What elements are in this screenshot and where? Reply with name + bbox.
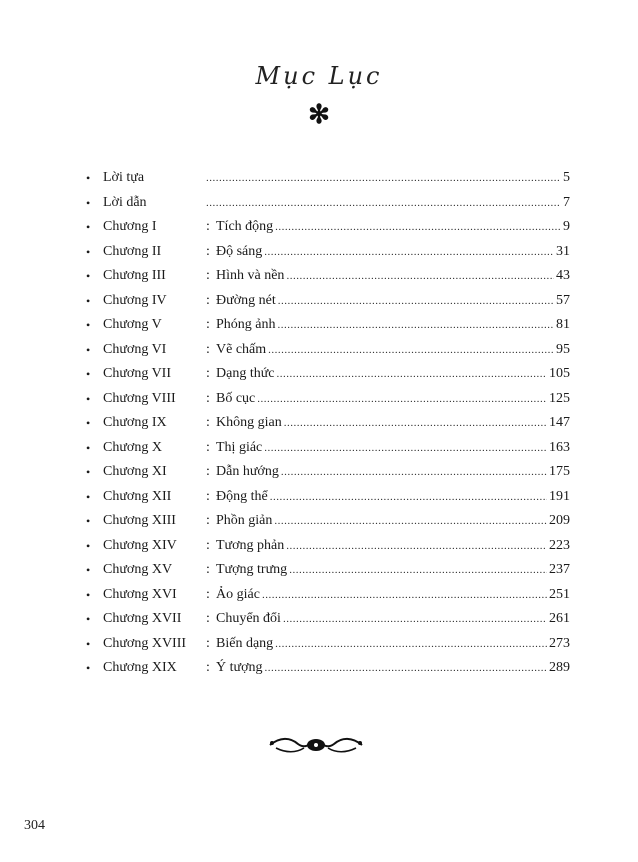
toc-entry-label: Chương XVIII	[103, 635, 187, 651]
toc-entry	[86, 534, 570, 559]
toc-entry	[86, 191, 570, 216]
toc-colon: :	[206, 586, 210, 602]
toc-page-number: 191	[549, 488, 570, 504]
dot-leader	[270, 485, 547, 510]
toc-entry-title: Tương phản	[216, 537, 285, 553]
toc-colon: :	[206, 537, 210, 553]
dot-leader	[286, 264, 554, 289]
dot-leader	[262, 583, 547, 608]
toc-page-number: 31	[556, 243, 570, 259]
toc-page-number: 125	[549, 390, 570, 406]
toc-entry	[86, 485, 570, 510]
toc-colon: :	[206, 219, 210, 234]
toc-entry-title: Tích động	[216, 219, 274, 234]
toc-entry	[86, 656, 570, 681]
toc-entry-label: Chương III	[103, 268, 166, 283]
toc-entry	[86, 289, 570, 314]
toc-page-number: 95	[556, 341, 570, 357]
toc-entry-label: Chương XIV	[103, 537, 177, 553]
toc-entry-title: Phồn giản	[216, 513, 273, 528]
toc-entry-title: Biến dạng	[216, 635, 274, 651]
toc-entry-label: Chương XII	[103, 488, 172, 504]
dot-leader	[275, 632, 547, 657]
bullet-icon: •	[86, 342, 91, 357]
toc-entry-label: Chương VII	[103, 366, 172, 381]
bullet-icon: •	[86, 587, 91, 602]
toc-page-number: 175	[549, 464, 570, 479]
toc-page-number: 273	[549, 635, 570, 651]
toc-entry-title: Vẽ chấm	[216, 341, 267, 357]
bullet-icon: •	[86, 489, 91, 504]
dot-leader	[264, 240, 554, 265]
toc-entry-title: Tượng trưng	[216, 562, 288, 577]
toc-entry-title: Hình và nền	[216, 268, 285, 283]
toc-entry	[86, 166, 570, 191]
dot-leader	[265, 656, 548, 681]
toc-colon: :	[206, 488, 210, 504]
bullet-icon: •	[86, 416, 91, 430]
toc-entry-label: Chương XVII	[103, 611, 182, 626]
toc-entry	[86, 387, 570, 412]
toc-colon: :	[206, 513, 210, 528]
toc-colon: :	[206, 415, 210, 430]
bullet-icon: •	[86, 318, 91, 332]
toc-entry-title: Không gian	[216, 415, 282, 430]
bullet-icon: •	[86, 293, 91, 308]
toc-page-number: 105	[549, 366, 570, 381]
toc-entry	[86, 632, 570, 657]
toc-page-number: 7	[563, 194, 570, 210]
toc-entry	[86, 240, 570, 265]
bullet-icon: •	[86, 391, 91, 406]
dot-leader	[289, 558, 547, 583]
bullet-icon: •	[86, 171, 91, 185]
toc-colon: :	[206, 390, 210, 406]
dot-leader	[257, 387, 547, 412]
bullet-icon: •	[86, 538, 91, 553]
toc-entry-label: Chương XIX	[103, 660, 177, 675]
bullet-icon: •	[86, 220, 91, 234]
toc-entry-title: Phóng ảnh	[216, 317, 276, 332]
toc-entry-label: Chương XV	[103, 562, 173, 577]
toc-entry	[86, 607, 570, 632]
toc-page-number: 237	[549, 562, 570, 577]
toc-entry-title: Ý tượng	[216, 660, 263, 675]
toc-colon: :	[206, 317, 210, 332]
toc-entry-title: Động thể	[216, 488, 268, 504]
toc-colon: :	[206, 611, 210, 626]
toc-entry-title: Độ sáng	[216, 243, 263, 259]
toc-entry	[86, 558, 570, 583]
toc-entry-label: Chương V	[103, 317, 162, 332]
toc-colon: :	[206, 268, 210, 283]
bullet-icon: •	[86, 636, 91, 651]
toc-entry-label: Chương XI	[103, 464, 167, 479]
toc-colon: :	[206, 292, 210, 308]
toc-entry-title: Thị giác	[216, 439, 263, 455]
toc-page-number: 261	[549, 611, 570, 626]
toc-colon: :	[206, 439, 210, 455]
bullet-icon: •	[86, 244, 91, 259]
toc-entry	[86, 264, 570, 289]
toc-entry-label: Lời tựa	[103, 170, 145, 185]
toc-entry-label: Chương VIII	[103, 390, 176, 406]
bullet-icon: •	[86, 612, 91, 626]
toc-colon: :	[206, 341, 210, 357]
dot-leader	[283, 607, 547, 632]
page-number: 304	[24, 818, 45, 833]
toc-entry-title: Ảo giác	[216, 586, 260, 602]
toc-page-number: 209	[549, 513, 570, 528]
toc-colon: :	[206, 635, 210, 651]
dot-leader	[284, 411, 547, 436]
dot-leader	[268, 338, 554, 363]
bullet-icon: •	[86, 514, 91, 528]
bullet-icon: •	[86, 440, 91, 455]
toc-entry	[86, 411, 570, 436]
toc-entry	[86, 583, 570, 608]
toc-colon: :	[206, 366, 210, 381]
toc-page-number: 43	[556, 268, 570, 283]
toc-entry-title: Dạng thức	[216, 366, 275, 381]
toc-page-number: 5	[563, 170, 570, 185]
toc-page-number: 163	[549, 439, 570, 455]
dot-leader	[274, 509, 547, 534]
flourish-ornament	[268, 735, 364, 755]
bullet-icon: •	[86, 367, 91, 381]
bullet-icon: •	[86, 195, 91, 210]
toc-entry-title: Bố cục	[216, 390, 256, 406]
dot-leader	[278, 289, 554, 314]
toc-colon: :	[206, 660, 210, 675]
toc-entry	[86, 362, 570, 387]
toc-page-number: 147	[549, 415, 570, 430]
page-title: Mục Lục	[255, 62, 383, 90]
toc-entry-label: Chương VI	[103, 341, 167, 357]
bullet-icon: •	[86, 661, 91, 675]
toc-entry-title: Dẫn hướng	[216, 464, 279, 479]
toc-page-number: 9	[563, 219, 570, 234]
toc-entry-label: Chương X	[103, 439, 162, 455]
toc-page-number: 81	[556, 317, 570, 332]
toc-colon: :	[206, 243, 210, 259]
toc-page-number: 57	[556, 292, 570, 308]
toc-entry-label: Lời dẫn	[103, 194, 147, 210]
toc-entry-label: Chương IX	[103, 415, 167, 430]
dot-leader	[206, 191, 561, 216]
toc-entry	[86, 313, 570, 338]
toc-page-number: 251	[549, 586, 570, 602]
dot-leader	[281, 460, 547, 485]
dot-leader	[277, 362, 547, 387]
dot-leader	[278, 313, 555, 338]
dot-leader	[206, 166, 561, 191]
toc-page-number: 289	[549, 660, 570, 675]
toc-entry-label: Chương XVI	[103, 586, 177, 602]
toc-entry-label: Chương I	[103, 219, 157, 234]
bullet-icon: •	[86, 269, 91, 283]
toc-colon: :	[206, 562, 210, 577]
toc-entry	[86, 509, 570, 534]
table-of-contents	[86, 166, 570, 681]
toc-page-number: 223	[549, 537, 570, 553]
toc-entry-label: Chương XIII	[103, 513, 176, 528]
asterisk-ornament: ✻	[308, 100, 330, 129]
toc-entry	[86, 436, 570, 461]
dot-leader	[264, 436, 547, 461]
bullet-icon: •	[86, 563, 91, 577]
toc-entry	[86, 215, 570, 240]
dot-leader	[286, 534, 547, 559]
toc-entry	[86, 460, 570, 485]
toc-entry	[86, 338, 570, 363]
dot-leader	[275, 215, 561, 240]
toc-colon: :	[206, 464, 210, 479]
toc-entry-title: Đường nét	[216, 292, 276, 308]
bullet-icon: •	[86, 465, 91, 479]
toc-entry-title: Chuyển đổi	[216, 611, 281, 626]
toc-entry-label: Chương IV	[103, 292, 167, 308]
toc-entry-label: Chương II	[103, 243, 162, 259]
